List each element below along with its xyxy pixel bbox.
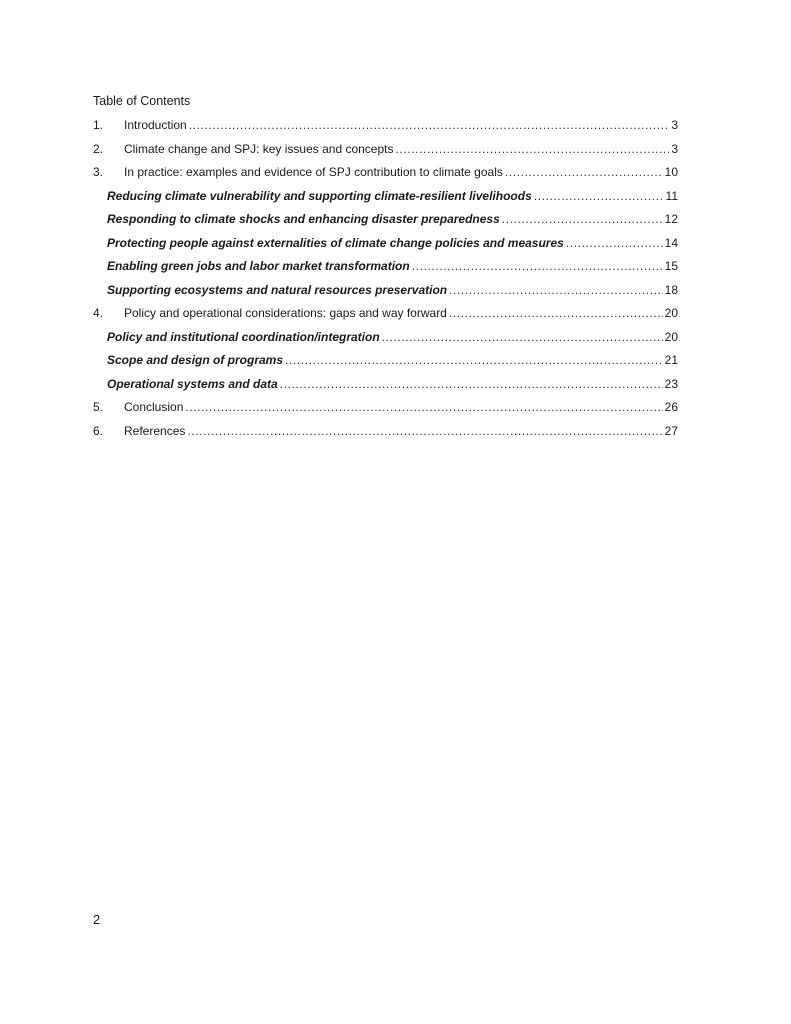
toc-entry-page: 15 xyxy=(664,259,678,273)
dot-leader xyxy=(412,258,663,274)
dot-leader xyxy=(185,399,662,415)
dot-leader xyxy=(382,329,663,345)
toc-entry-title: Responding to climate shocks and enhancing disaster preparedness xyxy=(107,212,500,226)
toc-entry-title: Reducing climate vulnerability and supporting climate-resilient livelihoods xyxy=(107,188,532,203)
toc-entry-policy-operational[interactable] xyxy=(93,305,678,329)
toc-entry-title: Supporting ecosystems and natural resources preservation xyxy=(107,282,448,297)
toc-entry-number: 5. xyxy=(93,400,104,414)
toc-entry-title: In practice: examples and evidence of SPJ contribution to climate goals xyxy=(124,165,503,179)
dot-leader xyxy=(566,235,663,251)
toc-entry-number: 2. xyxy=(93,141,104,156)
toc-entry-title: Climate change and SPJ: key issues and concepts xyxy=(124,141,394,156)
dot-leader xyxy=(285,352,663,368)
toc-entry-page: 3 xyxy=(671,118,678,132)
toc-subentry-externalities[interactable] xyxy=(93,235,678,259)
toc-entry-title: Introduction xyxy=(124,118,187,132)
toc-entry-in-practice[interactable] xyxy=(93,164,678,188)
toc-entry-title: Scope and design of programs xyxy=(107,353,284,367)
toc-entry-page: 20 xyxy=(664,329,678,344)
toc-entry-introduction[interactable] xyxy=(93,117,678,141)
toc-entry-references[interactable] xyxy=(93,423,678,447)
toc-entry-title: Operational systems and data xyxy=(107,376,278,391)
toc-entry-page: 27 xyxy=(664,423,678,438)
toc-entry-conclusion[interactable] xyxy=(93,399,678,423)
toc-entry-title: Protecting people against externalities of climate change policies and measures xyxy=(107,235,564,250)
dot-leader xyxy=(449,282,663,298)
toc-entry-number: 6. xyxy=(93,423,104,438)
dot-leader xyxy=(534,188,664,204)
dot-leader xyxy=(187,423,662,439)
toc-entry-page: 12 xyxy=(664,212,678,226)
toc-subentry-climate-shocks[interactable] xyxy=(93,211,678,235)
toc-entry-page: 11 xyxy=(665,188,678,203)
toc-entry-page: 23 xyxy=(664,376,678,391)
toc-entry-number: 1. xyxy=(93,118,104,132)
toc-entry-page: 3 xyxy=(671,141,678,156)
toc-entry-title: Conclusion xyxy=(124,400,184,414)
dot-leader xyxy=(449,305,663,321)
toc-entry-title: Policy and operational considerations: gaps and way forward xyxy=(124,306,447,320)
toc-entry-page: 18 xyxy=(664,282,678,297)
toc-subentry-climate-vulnerability[interactable] xyxy=(93,188,678,212)
toc-entry-page: 10 xyxy=(664,165,678,179)
dot-leader xyxy=(505,164,663,180)
toc-list xyxy=(93,117,678,446)
toc-entry-page: 26 xyxy=(664,400,678,414)
toc-entry-number: 4. xyxy=(93,306,104,320)
toc-subentry-green-jobs[interactable] xyxy=(93,258,678,282)
dot-leader xyxy=(280,376,663,392)
toc-entry-page: 20 xyxy=(664,306,678,320)
toc-entry-number: 3. xyxy=(93,165,104,179)
toc-entry-title: Policy and institutional coordination/integration xyxy=(107,329,380,344)
dot-leader xyxy=(189,117,670,133)
toc-subentry-scope-design[interactable] xyxy=(93,352,678,376)
toc-entry-climate-change[interactable] xyxy=(93,141,678,165)
toc-entry-title: References xyxy=(124,423,186,438)
dot-leader xyxy=(502,211,663,227)
toc-subentry-operational-systems[interactable] xyxy=(93,376,678,400)
page-number: 2 xyxy=(93,912,101,927)
toc-entry-page: 14 xyxy=(664,235,678,250)
toc-subentry-policy-coordination[interactable] xyxy=(93,329,678,353)
dot-leader xyxy=(395,141,669,157)
toc-entry-page: 21 xyxy=(664,353,678,367)
toc-subentry-ecosystems[interactable] xyxy=(93,282,678,306)
toc-title: Table of Contents xyxy=(93,94,191,108)
toc-entry-title: Enabling green jobs and labor market transformation xyxy=(107,259,410,273)
